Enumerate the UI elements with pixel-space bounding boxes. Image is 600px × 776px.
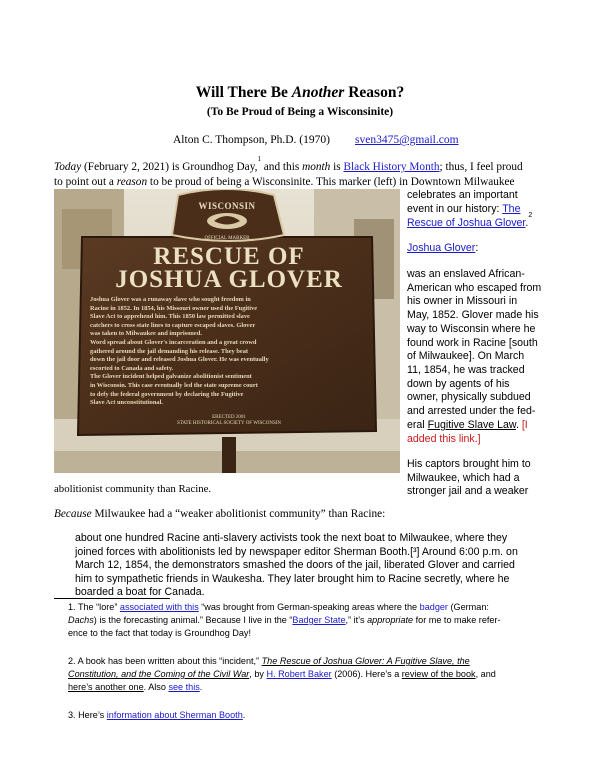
rescue-link-start[interactable]: The	[502, 203, 521, 215]
marker-body-line: Word spread about Glover's incarceration and a great crowd	[90, 338, 257, 346]
fn-text: for me to make refer-	[413, 615, 501, 625]
intro-text: to point out a	[54, 176, 117, 188]
footnote-1-line-1	[68, 601, 489, 614]
intro-text: to be proud of being a Wisconsinite. This marker (left) in Downtown Milwaukee	[147, 176, 515, 188]
footnote-ref-2[interactable]: 2	[528, 212, 533, 219]
fn-text: , and	[475, 669, 496, 679]
badger-link[interactable]: badger	[419, 602, 448, 612]
side-text: .	[515, 419, 522, 431]
because-emphasis: Because	[54, 508, 92, 520]
fn-text: 2. A book has been written about this “incident,”	[68, 656, 262, 666]
fn-text: .	[199, 682, 203, 692]
marker-body-line: was taken to Milwaukee and imprisoned.	[90, 330, 202, 338]
title-text-end: Reason?	[344, 84, 405, 101]
fn-emphasis: appropriate	[367, 615, 414, 625]
fn-text: 3. Here’s	[68, 710, 107, 720]
author-line: Alton C. Thompson, Ph.D. (1970)	[173, 134, 330, 146]
fn-text: , by	[249, 669, 267, 679]
side-text: event in our history:	[407, 203, 503, 215]
fugitive-slave-law-link[interactable]: Fugitive Slave Law	[427, 419, 516, 431]
fn-text: ) is the forecasting animal.” Because I live in the “	[93, 615, 293, 625]
block-quote	[75, 532, 518, 600]
editor-note-start: [I	[521, 419, 528, 431]
side-paragraph-line: owner, physically subdued	[407, 391, 531, 404]
marker-photo	[54, 189, 400, 473]
intro-text: (February 2, 2021) is Groundhog Day,	[81, 161, 258, 173]
see-this-link[interactable]: see this	[168, 682, 200, 692]
footnote-divider	[54, 598, 170, 599]
associated-with-this-link[interactable]: associated with this	[119, 602, 199, 612]
book-title-2: Constitution, and the Coming of the Civil War	[68, 669, 250, 679]
footnote-2-line-3	[68, 681, 202, 694]
marker-body-line: Racine in 1852. In 1854, his Missouri owner used the Fugitive	[90, 304, 258, 312]
marker-erected: ERECTED 2001	[212, 415, 246, 420]
side-captors-line: Milwaukee, which had a	[407, 471, 520, 484]
side-paragraph-line: May, 1852. Glover made his	[407, 309, 539, 322]
marker-title-1: RESCUE OF	[153, 243, 305, 270]
book-title-1: The Rescue of Joshua Glover: A Fugitive Slave, the	[261, 656, 470, 666]
book-title-link[interactable]	[262, 656, 470, 666]
side-paragraph	[407, 268, 541, 419]
side-line-1: celebrates an important	[407, 189, 518, 201]
side-paragraph-line: down by agents of his	[407, 377, 510, 390]
fn-text: ,” it’s	[345, 615, 368, 625]
marker-title-2: JOSHUA GLOVER	[115, 266, 343, 293]
side-paragraph-line: American who escaped from	[407, 281, 542, 294]
side-paragraph-line: and arrested under the fed-	[407, 405, 536, 418]
marker-body-line: gathered around the jail demanding his release. They beat	[90, 347, 249, 355]
fn-emphasis: Dachs	[68, 615, 94, 625]
black-history-month-link[interactable]: Black History Month	[343, 161, 440, 173]
joshua-glover-link[interactable]: Joshua Glover	[407, 242, 476, 254]
side-paragraph-line: 11, 1854, he was tracked	[407, 363, 525, 376]
intro-text: and this	[260, 161, 303, 173]
author-link[interactable]: H. Robert Baker	[266, 669, 332, 679]
title-emphasis: Another	[291, 84, 345, 101]
marker-body-line: down the jail door and released Joshua Glover. He was eventually	[90, 356, 269, 364]
sherman-booth-link[interactable]: information about Sherman Booth	[106, 710, 243, 720]
book-title-link-2[interactable]	[68, 669, 249, 679]
side-paragraph-line: his owner in Missouri in	[407, 295, 518, 308]
page-subtitle: (To Be Proud of Being a Wisconsinite)	[206, 106, 394, 118]
quote-line: about one hundred Racine anti-slavery activists took the next boat to Milwaukee, where they	[75, 532, 508, 544]
badger-state-link[interactable]: Badger State	[292, 615, 346, 625]
intro-today: Today	[54, 161, 82, 173]
marker-body-line: escorted to Canada and safety.	[90, 364, 174, 372]
side-line-3: Rescue of Joshua Glover.$^2$	[407, 212, 533, 229]
quote-line: boarded a boat for Canada.	[75, 586, 205, 599]
side-paragraph-line: found work in Racine [south	[407, 336, 538, 349]
side-captors	[407, 458, 531, 499]
quote-line: March 12, 1854, the demonstrators smashed the doors of the jail, liberated Glover and carried	[75, 559, 515, 572]
side-line-2	[407, 203, 520, 217]
fn-text: (2006). Here’s a	[331, 669, 402, 679]
marker-body-line: in Wisconsin. This case eventually led the state supreme court	[90, 381, 258, 389]
side-paragraph-line: was an enslaved African-	[407, 268, 525, 280]
intro-text: is	[330, 161, 344, 173]
intro-line-1	[54, 155, 523, 174]
fn-text: “was brought from German-speaking areas where the	[198, 602, 420, 612]
intro-reason: reason	[116, 176, 148, 188]
marker-body-line: The Glover incident helped galvanize abolitionist sentiment	[90, 373, 252, 381]
quote-line: him to sympathetic friends in Waukesha. They later brought him to Racine secretly, where he	[75, 572, 510, 585]
marker-body-line: Slave Act to apprehend him. This 1850 law permitted slave	[90, 313, 250, 321]
marker-body	[90, 296, 370, 408]
another-review-link[interactable]: here’s another one	[68, 682, 144, 692]
side-paragraph-line: of Milwaukee]. On March	[407, 350, 525, 363]
marker-official: OFFICIAL MARKER	[204, 236, 250, 241]
intro-text: ; thus, I feel proud	[439, 161, 523, 173]
title-text: Will There Be	[195, 84, 292, 101]
side-last-line	[407, 419, 528, 433]
marker-body-line: catchers to cross state lines to capture escaped slaves. Glover	[90, 321, 256, 329]
marker-state: WISCONSIN	[198, 201, 256, 211]
footnote-1-line-3: ence to the fact that today is Groundhog Day!	[68, 628, 251, 638]
editor-note: added this link.]	[407, 433, 481, 445]
fn-text: 1. The “lore”	[68, 602, 120, 612]
side-heading	[407, 242, 478, 256]
email-link[interactable]: sven3475@gmail.com	[355, 134, 459, 146]
fn-text: . Also	[143, 682, 169, 692]
side-paragraph-line: way to Wisconsin where he	[407, 322, 536, 335]
footnote-2-line-1	[68, 655, 470, 668]
footnote-2-line-2	[68, 668, 496, 681]
marker-body-line: Slave Act unconstitutional.	[90, 399, 163, 407]
side-colon: :	[475, 242, 479, 254]
footnote-3	[68, 709, 245, 722]
side-text: eral	[407, 419, 428, 431]
footnote-ref-1[interactable]: 1	[257, 155, 261, 163]
intro-line-2	[54, 175, 515, 189]
side-captors-line: His captors brought him to	[407, 458, 531, 470]
quote-line: joined forces with abolitionists led by newspaper editor Sherman Booth.[³] Around 6:00 p.m. on	[75, 545, 518, 558]
intro-month: month	[302, 161, 331, 173]
because-text: Milwaukee had a “weaker abolitionist community” than Racine:	[91, 508, 386, 520]
footnote-1-line-2	[68, 614, 501, 627]
because-line	[54, 507, 385, 521]
marker-body-line: Joshua Glover was a runaway slave who sought freedom in	[90, 296, 251, 303]
page-title	[0, 84, 600, 102]
fn-text: .	[242, 710, 246, 720]
marker-society: STATE HISTORICAL SOCIETY OF WISCONSIN	[176, 421, 282, 426]
marker-body-line: to defy the federal government by declaring the Fugitive	[90, 390, 244, 398]
fn-text: (German:	[447, 602, 489, 612]
side-captors-line: stronger jail and a weaker	[407, 485, 529, 498]
abolitionist-line: abolitionist community than Racine.	[54, 483, 212, 495]
review-link[interactable]: review of the book	[401, 669, 476, 679]
rescue-of-joshua-glover-link[interactable]: Rescue of Joshua Glover	[407, 217, 526, 229]
